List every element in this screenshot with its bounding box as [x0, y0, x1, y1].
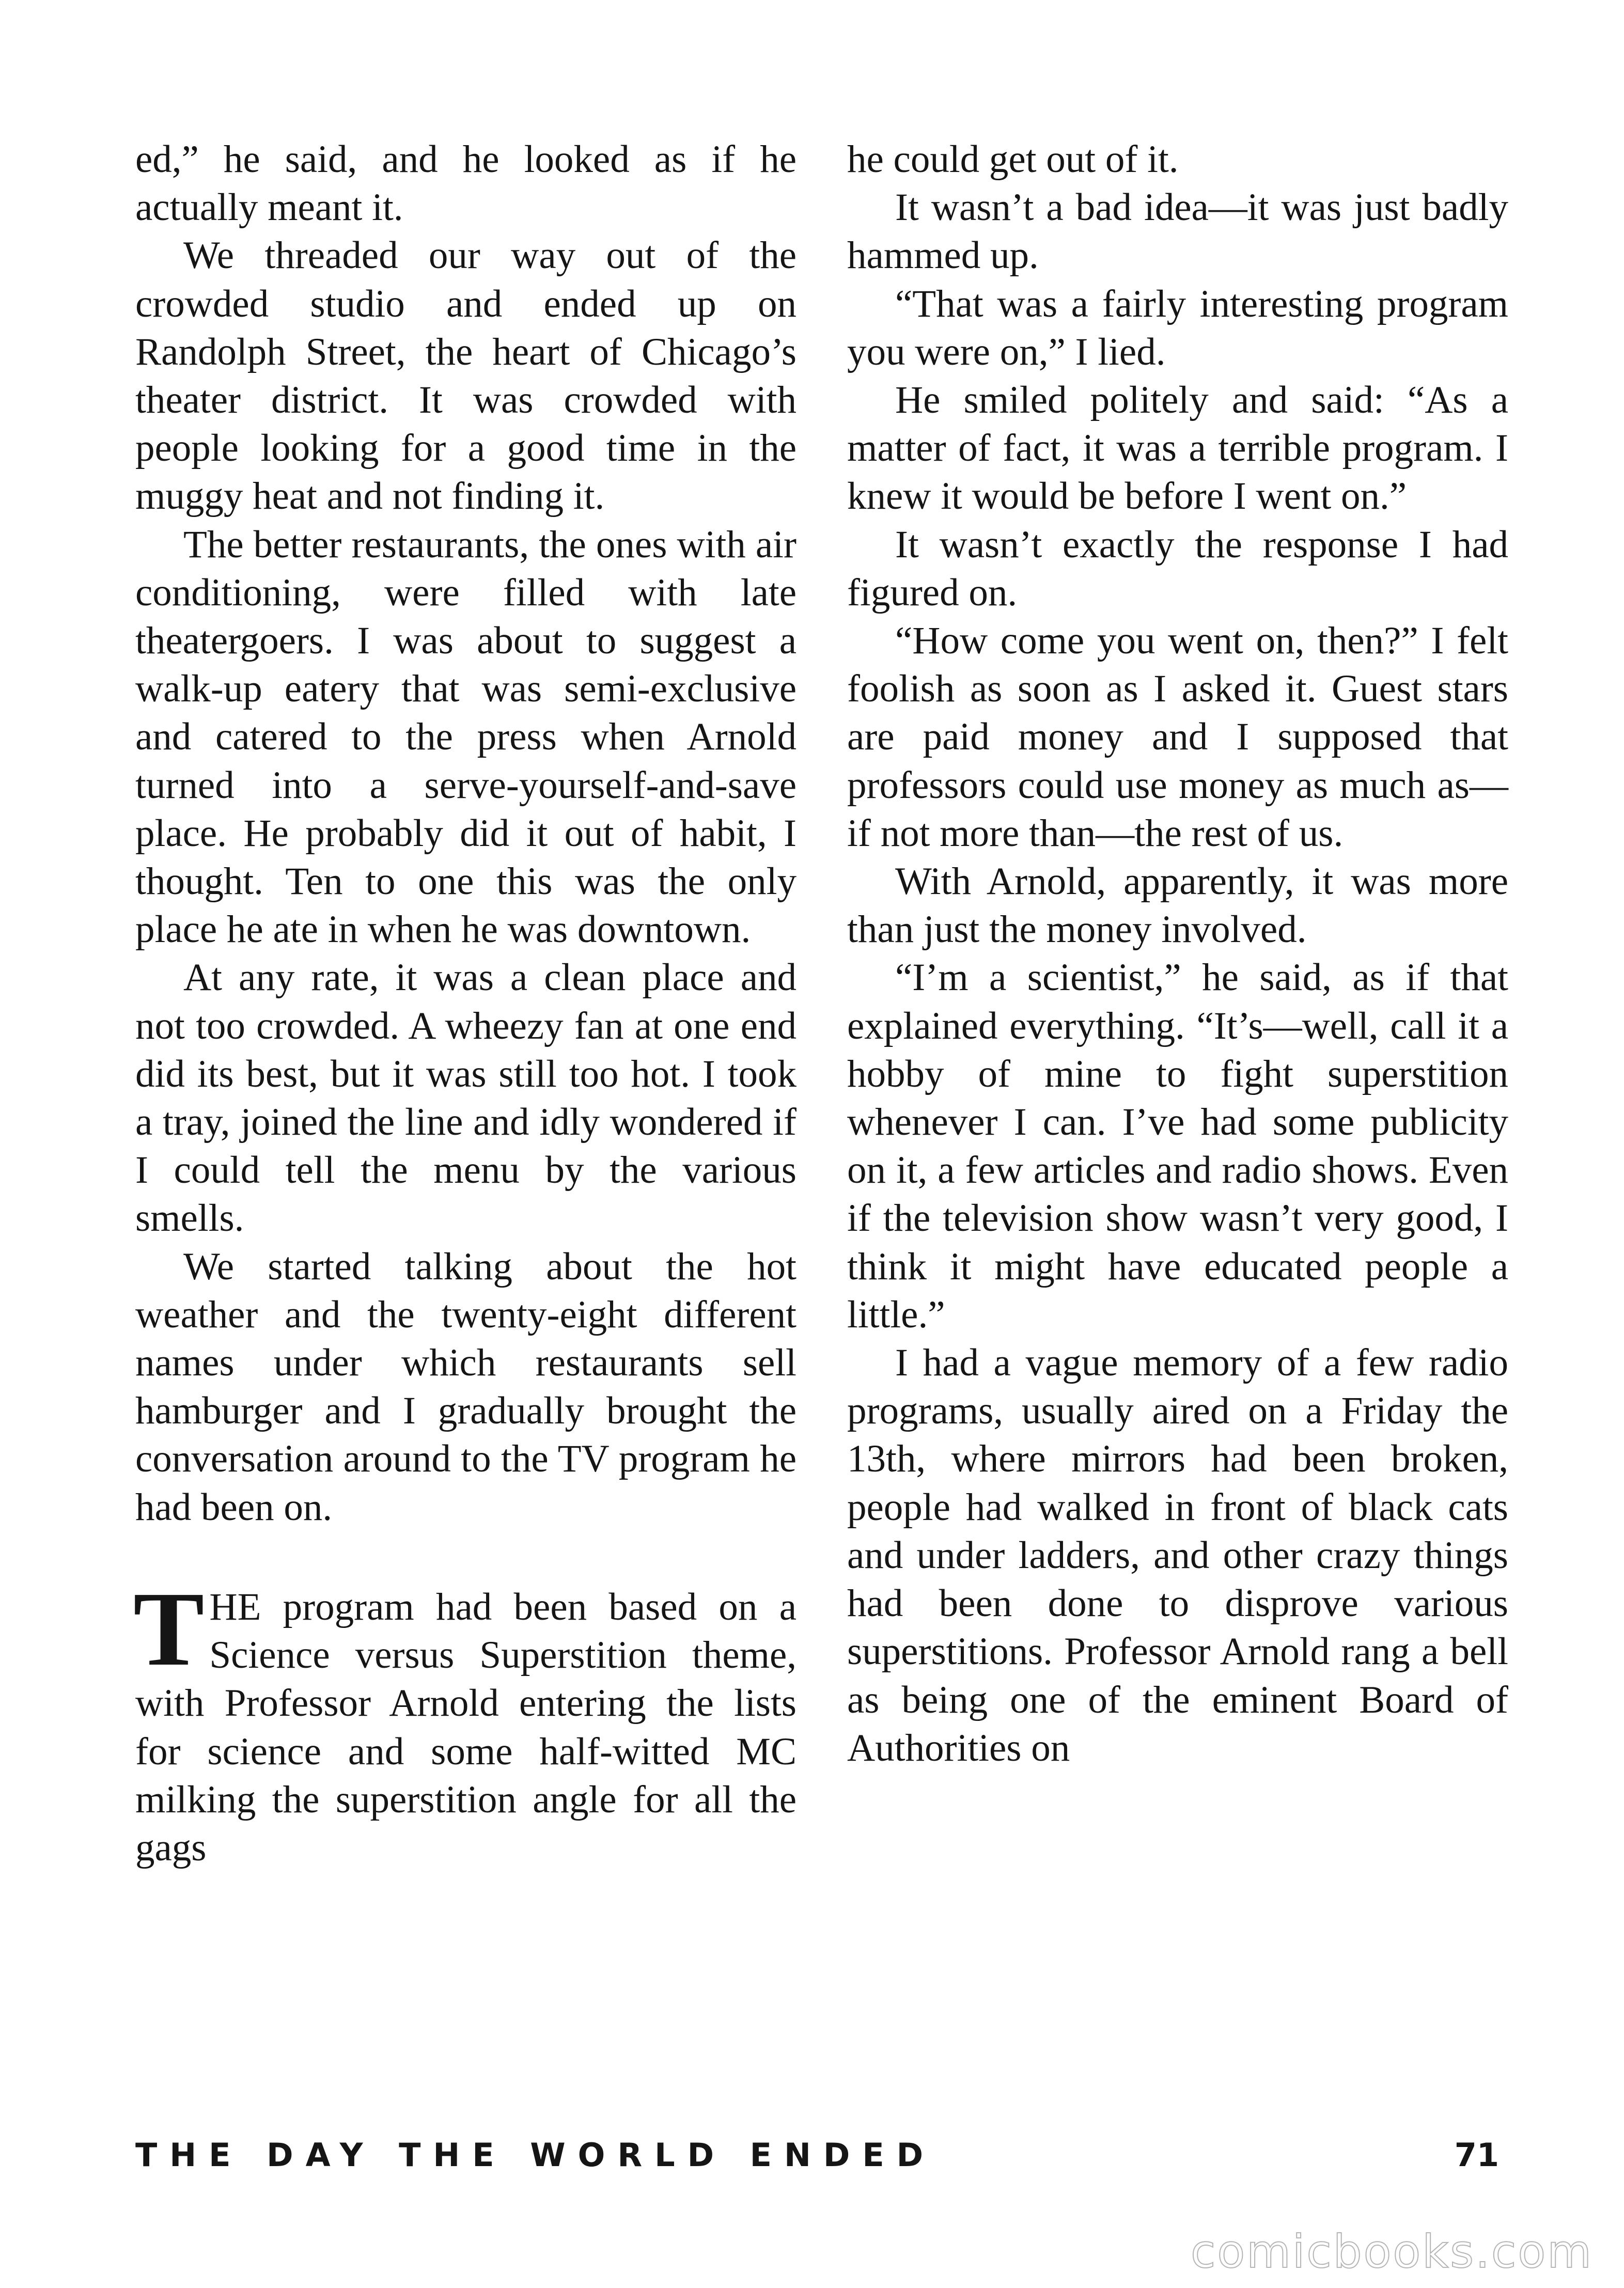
- paragraph: It wasn’t exactly the response I had figured on.: [847, 523, 1508, 614]
- right-text-column: [847, 135, 1508, 1772]
- paragraph: At any rate, it was a clean place and not too crowded. A wheezy fan at one end did its best, but it was still too hot. I took a tray, joined the line and idly wondered if I could tell the menu by the various smells.: [135, 956, 797, 1240]
- paragraph: I had a vague memory of a few radio programs, usually aired on a Friday the 13th, where mirrors had been broken, people had walked in front of black cats and under ladders, and other crazy things had been done to disprove various superstitions. Professor Arnold rang a bell as being one of the eminent Board of Authorities on: [847, 1341, 1508, 1769]
- paragraph: “I’m a scientist,” he said, as if that explained everything. “It’s—well, call it a hobby of mine to fight superstition whenever I can. I’ve had some publicity on it, a few articles and radio shows. Even if the television show wasn’t very good, I think it might have educated people a little.”: [847, 956, 1508, 1336]
- paragraph: “That was a fairly interesting program you were on,” I lied.: [847, 282, 1508, 373]
- drop-cap-letter: T: [133, 1569, 205, 1688]
- paragraph: We started talking about the hot weather and the twenty-eight different names under which restaurants sell hamburger and I gradually brought the conversation around to the TV program he had been on.: [135, 1245, 797, 1529]
- paragraph: ed,” he said, and he looked as if he actually meant it.: [135, 138, 797, 229]
- left-text-column: [135, 135, 797, 1872]
- page-number: 71: [1454, 2136, 1499, 2174]
- watermark: comicbooks.com: [1190, 2225, 1593, 2278]
- paragraph: He smiled politely and said: “As a matter of fact, it was a terrible program. I knew it would be before I went on.”: [847, 379, 1508, 518]
- paragraph: “How come you went on, then?” I felt foolish as soon as I asked it. Guest stars are paid money and I supposed that professors could use money as much as—if not more than—the rest of us.: [847, 619, 1508, 855]
- section-break: [135, 1531, 797, 1583]
- paragraph: The better restaurants, the ones with air conditioning, were filled with late theatergoers. I was about to suggest a walk-up eatery that was semi-exclusive and catered to the press when Arnold turned into a serve-yourself-and-save place. He probably did it out of habit, I thought. Ten to one this was the only place he ate in when he was downtown.: [135, 523, 797, 951]
- paragraph-text: HE program had been based on a Science versus Superstition theme, with Professor Arnold entering the lists for science and some half-witted MC milking the superstition angle for all the gags: [135, 1585, 797, 1869]
- paragraph: With Arnold, apparently, it was more than just the money involved.: [847, 860, 1508, 951]
- paragraph: he could get out of it.: [847, 138, 1179, 181]
- paragraph: We threaded our way out of the crowded studio and ended up on Randolph Street, the heart of Chicago’s theater district. It was crowded with people looking for a good time in the muggy heat and not finding it.: [135, 234, 797, 518]
- page-footer: [135, 2132, 1499, 2179]
- dropcap-paragraph: [133, 1569, 797, 1872]
- running-title: THE DAY THE WORLD ENDED: [135, 2136, 936, 2174]
- paragraph: It wasn’t a bad idea—it was just badly hammed up.: [847, 186, 1508, 277]
